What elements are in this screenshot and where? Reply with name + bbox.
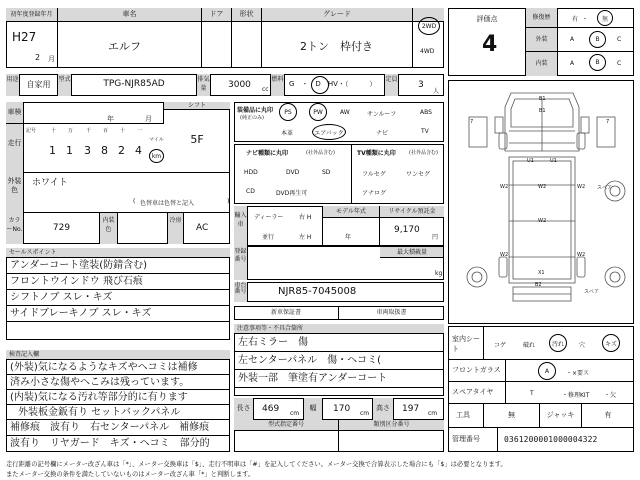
km-circle: km <box>149 149 164 163</box>
seat-label: 室内シート <box>448 326 484 360</box>
drive-2wd-circle: 2WD <box>418 17 440 35</box>
shift-label: シフト <box>164 102 230 110</box>
jack-label: ジャッキ <box>540 404 582 428</box>
inspect-year: 年 <box>107 115 114 123</box>
equip-ps-circle: PS <box>279 103 297 121</box>
color-note: 色替車は色替と記入 <box>140 200 195 207</box>
note-line: 補修痕 波有り 右センターパネル 補修痕 <box>6 420 230 436</box>
spare-label: スペアタイヤ <box>448 382 506 404</box>
note-line: 外装板金鈑有り セットバックパネル <box>6 405 230 420</box>
shift-value: 5F <box>164 110 230 173</box>
hei-value: 197 <box>402 404 420 414</box>
int-color-label: 内装色 <box>100 213 118 244</box>
color-no-label: カラーNo. <box>6 213 24 244</box>
tv-label: TV種類に丸印 <box>357 150 396 157</box>
recycle-label: リサイクル預託金 <box>380 206 444 218</box>
caution-line: 外装一部 筆塗有アンダーコート <box>234 370 444 388</box>
sales-label: セールスポイント <box>6 248 230 258</box>
displacement-label: 排気量 <box>197 74 211 96</box>
equip-pw-circle: PW <box>309 103 327 121</box>
ac-value: AC <box>196 223 209 233</box>
reg-era: H27 <box>12 30 37 44</box>
int-grade-b-circle: B <box>589 54 606 71</box>
sales-item: シフトノブ スレ・キズ <box>6 290 230 306</box>
door-label: ドア <box>202 8 232 22</box>
repair-label: 修復歴 <box>526 8 558 28</box>
mile-unit: マイル <box>149 137 164 143</box>
seat-dirt-circle: 汚れ <box>549 334 567 352</box>
odo-digit: 2 <box>118 144 125 157</box>
model-value: TPG-NJR85AD <box>72 74 197 96</box>
odo-digit: 8 <box>101 144 108 157</box>
footer-note-2: またメーター交換の条件を満たしていないものはメーター改ざん車「*」と判断します。 <box>6 471 255 478</box>
equip-label: 装備品に丸印 <box>237 107 274 114</box>
capacity-unit: 人 <box>433 88 440 95</box>
glass-a-circle: A <box>538 362 556 380</box>
score-label: 評価点 <box>476 15 498 23</box>
ext-grade-label: 外装 <box>526 28 558 52</box>
import-label: 輸入車 <box>234 206 248 246</box>
odo-digit: 3 <box>84 144 91 157</box>
int-grade-label: 内装 <box>526 52 558 76</box>
note-line: 波有り リヤガード キズ・ヘコミ 部分的 <box>10 438 210 449</box>
repair-no-circle: 無 <box>597 10 613 26</box>
jack-value: 有 <box>582 404 634 428</box>
ac-label: 冷房 <box>168 213 184 244</box>
reg-no-label: 登録番号 <box>234 246 248 280</box>
ext-color-value: ホワイト <box>32 178 68 188</box>
reg-block <box>234 246 444 280</box>
odo-digit: 1 <box>49 144 56 157</box>
shape-label: 形状 <box>232 8 262 22</box>
grade-label: グレード <box>262 8 412 22</box>
mgmt-label: 管理番号 <box>448 428 498 452</box>
cargo-label: 最大積載量 <box>380 246 444 258</box>
sales-item: サイドブレーキノブ スレ・キズ <box>6 306 230 322</box>
odo-digit: 4 <box>135 144 142 157</box>
footer-note-1: 走行距離の記号欄にメーター改ざん車は「*」、メーター交換車は「$」、走行不明車は「#」を記入してください。メーター交換で合算表示した場合にも「$」は必要となります。 <box>6 461 507 468</box>
model-year-label: モデル年式 <box>323 206 379 218</box>
usage-value: 自家用 <box>20 74 58 96</box>
chassis-value: NJR85-7045008 <box>278 286 357 297</box>
capacity-label: 定員 <box>385 74 399 96</box>
chassis-label: 車台番号 <box>234 282 248 302</box>
odo-digit: 1 <box>66 144 73 157</box>
drive-4wd: 4WD <box>420 48 435 55</box>
grade-value: 2トン 枠付き <box>300 40 373 53</box>
cc-unit: cc <box>262 86 269 93</box>
usage-label: 用途 <box>6 74 20 96</box>
note-line: 済み小さな傷やへこみは残っています。 <box>6 375 230 390</box>
new-warranty: 新車保証書 <box>234 306 339 320</box>
capacity-value: 3 <box>418 80 424 90</box>
inspect-month: 月 <box>145 115 152 123</box>
tools-label: 工具 <box>448 404 484 428</box>
fuel-diesel-circle <box>311 76 329 94</box>
ext-grade-b-circle: B <box>589 31 606 48</box>
recycle-value: 9,170 <box>394 225 420 235</box>
note-line: (外装)気になるようなキズやヘコミは補修 <box>6 360 230 375</box>
navi-label: ナビ種類に丸印 <box>246 150 289 157</box>
fuel-label: 燃料 <box>271 74 285 96</box>
len-value: 469 <box>262 404 280 414</box>
color-no-value: 729 <box>24 213 100 244</box>
fuel-value: G ・ D HV・（ ） <box>285 74 385 96</box>
displacement-value: 3000 <box>228 80 251 90</box>
equip-airbag-circle: エアバック <box>312 124 346 140</box>
caution-label: 注意事項等・不具合箇所 <box>234 324 444 334</box>
reg-label: 初年度登録年月 <box>6 8 58 22</box>
reg-month-unit: 月 <box>48 55 55 63</box>
sales-item: フロントウインドウ 飛び石痕 <box>6 274 230 290</box>
odo-label: 走行 <box>6 124 24 173</box>
manual: 車両取扱書 <box>376 309 407 316</box>
note-line: (内装)気になる汚れ等部分的に有ります <box>6 390 230 405</box>
wid-value: 170 <box>333 404 351 414</box>
tools-value: 無 <box>484 404 540 428</box>
sales-item: アンダーコート塗装(防錆含む) <box>6 258 230 274</box>
inspect-label: 車検 <box>6 102 24 124</box>
car-name: エルフ <box>108 40 141 53</box>
seat-scratch-circle: キズ <box>602 334 620 352</box>
model-label: 型式 <box>58 74 72 96</box>
notes-label: 検査記入欄 <box>6 350 230 360</box>
glass-label: フロントガラス <box>448 360 506 382</box>
car-label: 車名 <box>58 8 202 22</box>
caution-line: 左右ミラー 傷 <box>234 334 444 352</box>
caution-line: 左センターパネル 傷・ヘコミ( <box>234 352 444 370</box>
mgmt-value: 0361200001000004322 <box>504 435 598 444</box>
score-value: 4 <box>482 32 498 57</box>
reg-month: 2 <box>35 53 41 62</box>
ext-color-label: 外装色 <box>6 173 24 213</box>
